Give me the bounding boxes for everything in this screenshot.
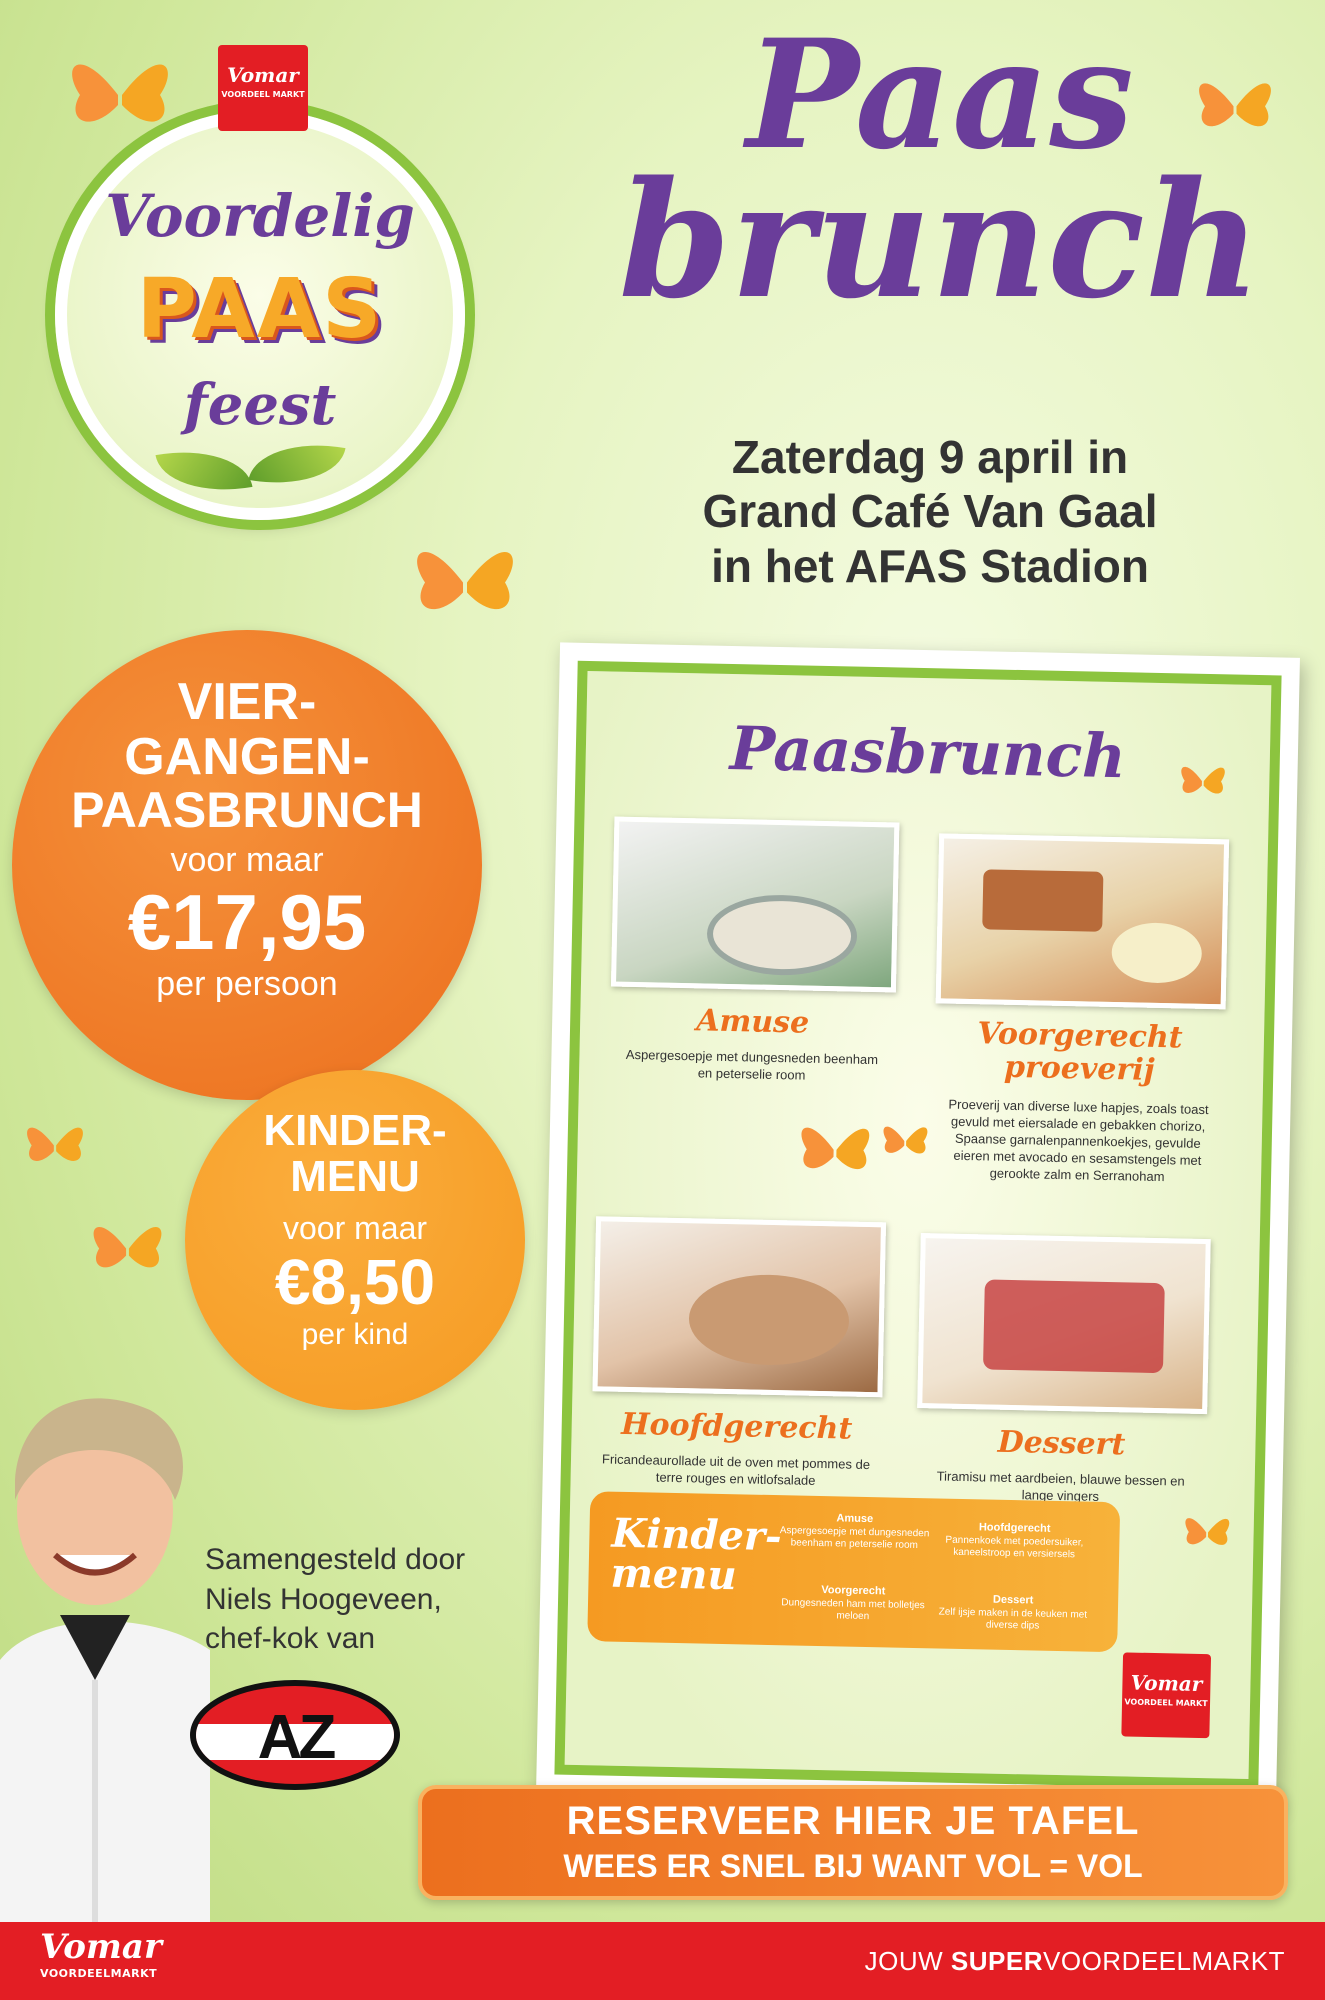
kids-item-head: Dessert: [992, 1593, 1034, 1607]
kids-item-text: Pannenkoek met poedersuiker, kaneelstroop en versiersels: [945, 1534, 1084, 1561]
kids-item: [937, 1593, 1088, 1635]
chef-credit-line-1: Samengesteld door: [205, 1543, 466, 1576]
kids-item-head: Amuse: [836, 1512, 874, 1526]
brunch-offer-price: €17,95: [127, 877, 367, 966]
slogan-pre: JOUW: [864, 1946, 951, 1976]
kids-offer-line-1: KINDER-: [263, 1106, 447, 1155]
kids-item-text: Aspergesoepje met dungesneden beenham en peterselie room: [779, 1524, 930, 1552]
chef-credit-line-2: Niels Hoogeveen,: [205, 1582, 442, 1616]
course-title-dessert: Dessert: [997, 1424, 1126, 1463]
butterfly-icon: [20, 1110, 90, 1175]
butterfly-icon: [1175, 753, 1231, 804]
brunch-offer-line-3: PAASBRUNCH: [71, 782, 423, 839]
course-desc-hoofdgerecht: Fricandeaurollade uit de oven met pommes de terre rouges en witlofsalade: [601, 1451, 871, 1488]
headline-line-2: brunch: [618, 146, 1262, 334]
badge-line-1: Voordelig: [105, 182, 415, 250]
kids-item-text: Zelf ijsje maken in de keuken met diverse dips: [938, 1606, 1088, 1632]
leaf-icon: [156, 440, 253, 503]
butterfly-icon: [60, 35, 180, 145]
card-vomar-logo: [1121, 1652, 1211, 1738]
card-vomar-logo-text: Vomar: [1130, 1670, 1203, 1697]
kids-offer-pre: voor maar: [282, 1210, 428, 1247]
course-title-amuse: Amuse: [695, 1003, 810, 1041]
butterfly-icon: [792, 1105, 879, 1187]
chef-credit-line-3: chef-kok van: [205, 1622, 376, 1656]
course-title-voorgerecht: Voorgerecht proeverij: [977, 1016, 1183, 1088]
headline-line-1: Paas: [746, 7, 1134, 183]
brunch-offer-post: per persoon: [156, 965, 338, 1004]
footer-logo-text: Vomar: [40, 1927, 162, 1967]
footer-slogan: [865, 1946, 1285, 1977]
brunch-price-circle: [12, 630, 482, 1100]
event-line-3: in het AFAS Stadion: [711, 539, 1149, 592]
reserve-table-button[interactable]: [418, 1785, 1288, 1900]
hoofdgerecht-photo: [592, 1216, 886, 1397]
footer-bar: [0, 1922, 1325, 2000]
butterfly-icon: [1179, 1504, 1235, 1557]
footer-vomar-logo[interactable]: [40, 1927, 162, 1980]
vomar-logo-text: Vomar: [227, 63, 299, 87]
card-vomar-logo-sub: VOORDEEL MARKT: [1124, 1697, 1208, 1709]
reserve-line-2: WEES ER SNEL BIJ WANT VOL = VOL: [563, 1848, 1143, 1884]
reserve-line-1: RESERVEER HIER JE TAFEL: [566, 1799, 1140, 1843]
promo-badge: [55, 110, 465, 520]
course-title-hoofdgerecht: Hoofdgerecht: [620, 1406, 853, 1447]
vomar-logo-sub: VOORDEEL MARKT: [221, 90, 305, 99]
kids-price-circle: [185, 1070, 525, 1410]
brunch-offer-line-2: GANGEN-: [124, 727, 370, 786]
dessert-photo: [917, 1233, 1211, 1414]
voorgerecht-photo: [936, 833, 1229, 1009]
event-line-1: Zaterdag 9 april in: [731, 431, 1129, 483]
az-club-logo: [190, 1680, 400, 1790]
course-desc-amuse: Aspergesoepje met dungesneden beenham en peterselie room: [625, 1046, 879, 1083]
course-desc-voorgerecht: Proeverij van diverse luxe hapjes, zoals toast gevuld met eiersalade en gebakken chorizo, Spaanse garnalenpannenkoekjes, gevulde eieren met avocado en sesamstengels met gerookte zalm en Serranoham: [948, 1096, 1209, 1184]
event-details: [560, 430, 1300, 593]
kids-offer-post: per kind: [301, 1317, 409, 1351]
amuse-photo: [611, 817, 899, 993]
brunch-offer-line-1: VIER-: [177, 673, 317, 731]
kids-menu-title: Kinder- menu: [610, 1509, 783, 1600]
menu-card: [536, 642, 1300, 1807]
kids-item: [779, 1511, 930, 1553]
footer-logo-sub: VOORDEELMARKT: [40, 1967, 158, 1980]
kids-item-head: Voorgerecht: [821, 1584, 886, 1598]
kids-item-text: Dungesneden ham met bolletjes meloen: [781, 1596, 925, 1623]
headline: [560, 7, 1320, 334]
badge-line-3: feest: [183, 372, 337, 438]
course-desc-dessert: Tiramisu met aardbeien, blauwe bessen en lange vingers: [936, 1468, 1185, 1504]
brunch-offer-pre: voor maar: [170, 840, 324, 879]
leaf-icon: [249, 433, 346, 496]
kids-item: [778, 1583, 929, 1625]
chef-credit: [205, 1540, 505, 1659]
butterfly-icon: [85, 1205, 170, 1285]
menu-card-title: Paasbrunch: [729, 713, 1127, 793]
vomar-logo[interactable]: [218, 45, 308, 131]
badge-line-2: PAAS: [136, 262, 384, 357]
az-logo-text: AZ: [257, 1703, 333, 1772]
kids-item-head: Hoofdgerecht: [978, 1521, 1051, 1535]
butterfly-icon: [877, 1112, 933, 1165]
slogan-post: VOORDEELMARKT: [1043, 1946, 1285, 1976]
event-line-2: Grand Café Van Gaal: [702, 485, 1158, 538]
kids-item: [939, 1521, 1090, 1563]
slogan-bold: SUPER: [950, 1946, 1043, 1976]
kids-offer-line-2: MENU: [290, 1152, 420, 1202]
kids-offer-price: €8,50: [274, 1246, 436, 1319]
chef-photo: [0, 1390, 210, 1930]
butterfly-icon: [405, 520, 525, 635]
kids-menu-box: [587, 1491, 1120, 1652]
